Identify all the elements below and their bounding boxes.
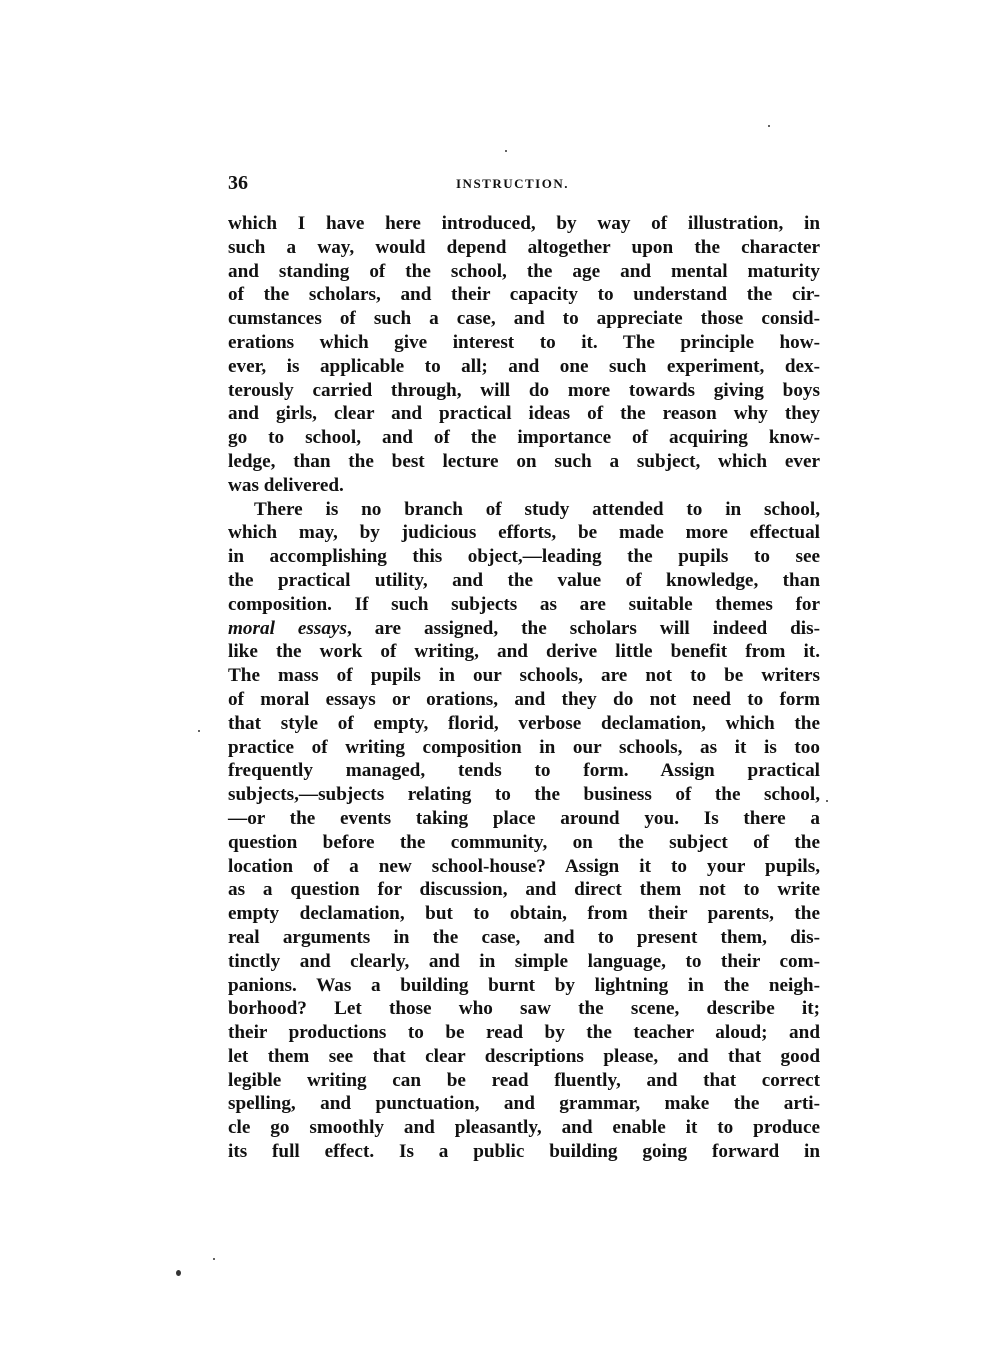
text-line: empty declamation, but to obtain, from their parents, the	[228, 903, 820, 925]
text-line: their productions to be read by the teacher aloud; and	[228, 1022, 820, 1044]
text-line: that style of empty, florid, verbose declamation, which the	[228, 712, 820, 734]
text-line: of moral essays or orations, and they do not need to form	[228, 688, 820, 710]
text-line: such a way, would depend altogether upon the character	[228, 236, 820, 258]
scan-speck	[826, 800, 828, 802]
text-line: and standing of the school, the age and mental maturity	[228, 260, 820, 282]
scan-speck	[176, 1270, 181, 1276]
page-header	[228, 172, 820, 196]
text-line: like the work of writing, and derive little benefit from it.	[228, 641, 820, 663]
text-line: as a question for discussion, and direct them not to write	[228, 879, 820, 901]
text-line: borhood? Let those who saw the scene, describe it;	[228, 998, 820, 1020]
text-line: which I have here introduced, by way of illustration, in	[228, 213, 820, 234]
text-line: question before the community, on the subject of the	[228, 831, 820, 853]
scan-speck	[198, 730, 200, 732]
text-line: its full effect. Is a public building going forward in	[228, 1141, 820, 1163]
text-line: real arguments in the case, and to present them, dis-	[228, 926, 820, 948]
text-line: location of a new school-house? Assign it to your pupils,	[228, 855, 820, 877]
text-line: legible writing can be read fluently, and that correct	[228, 1069, 820, 1091]
text-line: in accomplishing this object,—leading the pupils to see	[228, 546, 820, 568]
text-line: ledge, than the best lecture on such a subject, which ever	[228, 450, 820, 472]
text-line: and girls, clear and practical ideas of the reason why they	[228, 403, 820, 425]
text-line: frequently managed, tends to form. Assign practical	[228, 760, 820, 782]
text-line: subjects,—subjects relating to the business of the school,	[228, 784, 820, 806]
scan-speck	[768, 125, 770, 127]
running-head: INSTRUCTION.	[456, 176, 569, 191]
text-line: was delivered.	[228, 474, 344, 496]
italic-phrase: moral essays	[228, 617, 347, 639]
page-number: 36	[228, 172, 248, 194]
text-line: which may, by judicious efforts, be made more effectual	[228, 522, 820, 544]
text-line: cumstances of such a case, and to appreciate those consid-	[228, 308, 820, 330]
text-line: erations which give interest to it. The principle how-	[228, 331, 820, 353]
text-line: let them see that clear descriptions please, and that good	[228, 1045, 820, 1067]
text-line: the practical utility, and the value of knowledge, than	[228, 569, 820, 591]
text-line: terously carried through, will do more towards giving boys	[228, 379, 820, 401]
scan-speck	[505, 150, 507, 152]
text-line: composition. If such subjects as are suitable themes for	[228, 593, 820, 615]
text-line: tinctly and clearly, and in simple language, to their com-	[228, 950, 820, 972]
text-line: go to school, and of the importance of acquiring know-	[228, 427, 820, 449]
body-text	[228, 212, 820, 1164]
text-line: spelling, and punctuation, and grammar, make the arti-	[228, 1093, 820, 1115]
text-segment: , are assigned, the scholars will indeed dis-	[346, 617, 820, 639]
text-line: —or the events taking place around you. Is there a	[228, 807, 820, 829]
text-line: of the scholars, and their capacity to understand the cir-	[228, 284, 820, 306]
text-line: There is no branch of study attended to in school,	[254, 498, 820, 520]
text-line: The mass of pupils in our schools, are not to be writers	[228, 665, 820, 687]
text-line: cle go smoothly and pleasantly, and enable it to produce	[228, 1117, 820, 1139]
scan-speck	[213, 1258, 215, 1260]
text-line-mixed	[228, 617, 820, 641]
text-line: practice of writing composition in our schools, as it is too	[228, 736, 820, 758]
text-line: panions. Was a building burnt by lightning in the neigh-	[228, 974, 820, 996]
text-line: ever, is applicable to all; and one such experiment, dex-	[228, 355, 820, 377]
